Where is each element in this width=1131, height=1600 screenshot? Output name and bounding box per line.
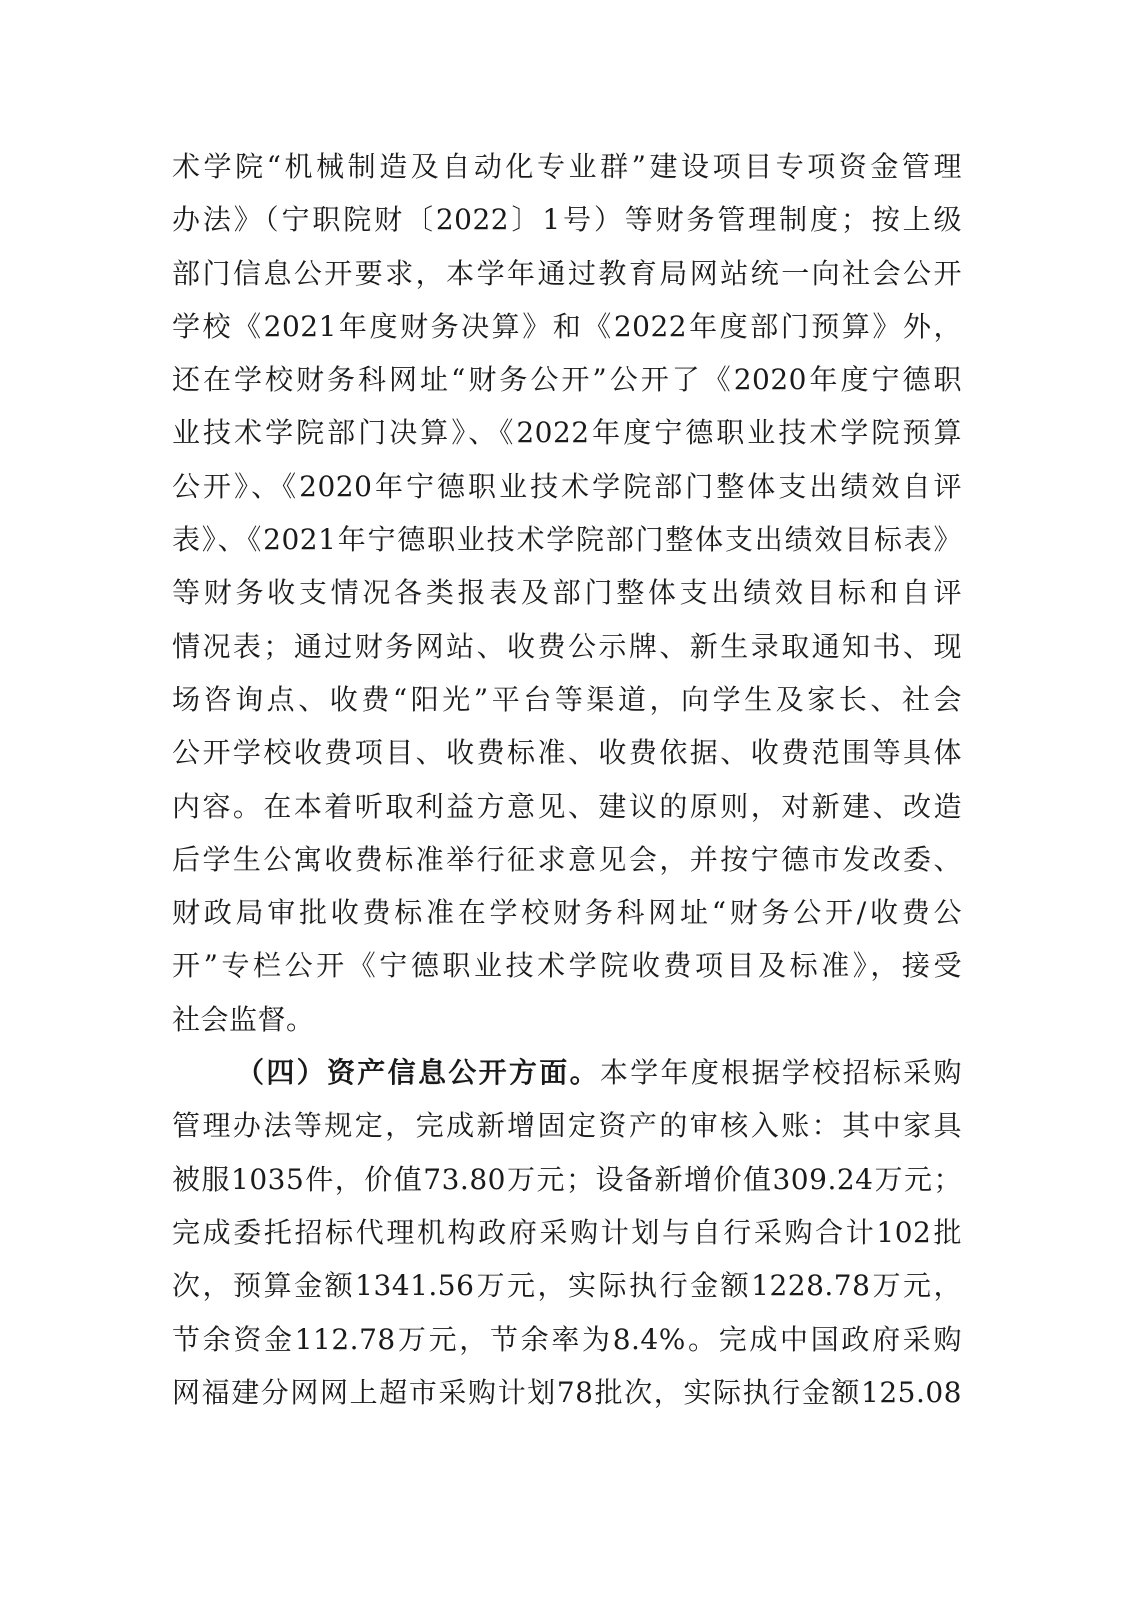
text-line: 表》、《2021年宁德职业技术学院部门整体支出绩效目标表》 bbox=[172, 523, 962, 557]
text-line: 部门信息公开要求，本学年通过教育局网站统一向社会公开 bbox=[172, 256, 962, 290]
text-line: 社会监督。 bbox=[172, 1002, 315, 1036]
document-page bbox=[172, 140, 962, 1419]
text-line: 公开》、《2020年宁德职业技术学院部门整体支出绩效自评 bbox=[172, 469, 962, 503]
text-line: 次，预算金额1341.56万元，实际执行金额1228.78万元， bbox=[172, 1269, 962, 1303]
section-heading: （四）资产信息公开方面。 bbox=[236, 1056, 600, 1090]
text-line: 后学生公寓收费标准举行征求意见会，并按宁德市发改委、 bbox=[172, 842, 962, 876]
text-line: 节余资金112.78万元，节余率为8.4%。完成中国政府采购 bbox=[172, 1322, 962, 1356]
text-line: 场咨询点、收费“阳光”平台等渠道，向学生及家长、社会 bbox=[172, 682, 962, 716]
text-line: 网福建分网网上超市采购计划78批次，实际执行金额125.08 bbox=[172, 1375, 962, 1409]
text-line: 被服1035件，价值73.80万元；设备新增价值309.24万元； bbox=[172, 1162, 962, 1196]
text-line: 财政局审批收费标准在学校财务科网址“财务公开/收费公 bbox=[172, 896, 962, 930]
text-line: 还在学校财务科网址“财务公开”公开了《2020年度宁德职 bbox=[172, 363, 962, 397]
section-text: 本学年度根据学校招标采购 bbox=[599, 1056, 962, 1090]
paragraph-financial-disclosure bbox=[172, 140, 962, 1046]
text-line: 术学院“机械制造及自动化专业群”建设项目专项资金管理 bbox=[172, 150, 962, 183]
text-line: 完成委托招标代理机构政府采购计划与自行采购合计102批 bbox=[172, 1215, 962, 1249]
text-line: 开”专栏公开《宁德职业技术学院收费项目及标准》，接受 bbox=[172, 949, 962, 983]
section-first-line bbox=[172, 1046, 962, 1099]
text-line: 管理办法等规定，完成新增固定资产的审核入账：其中家具 bbox=[172, 1109, 962, 1143]
text-line: 办法》（宁职院财〔2022〕1号）等财务管理制度；按上级 bbox=[172, 203, 962, 237]
text-line: 业技术学院部门决算》、《2022年度宁德职业技术学院预算 bbox=[172, 416, 962, 450]
text-line: 公开学校收费项目、收费标准、收费依据、收费范围等具体 bbox=[172, 736, 962, 770]
text-line: 学校《2021年度财务决算》和《2022年度部门预算》外， bbox=[172, 309, 962, 343]
text-line: 情况表；通过财务网站、收费公示牌、新生录取通知书、现 bbox=[172, 629, 962, 663]
text-line: 等财务收支情况各类报表及部门整体支出绩效目标和自评 bbox=[172, 576, 962, 610]
paragraph-asset-disclosure bbox=[172, 1046, 962, 1419]
text-line: 内容。在本着听取利益方意见、建议的原则，对新建、改造 bbox=[172, 789, 962, 823]
